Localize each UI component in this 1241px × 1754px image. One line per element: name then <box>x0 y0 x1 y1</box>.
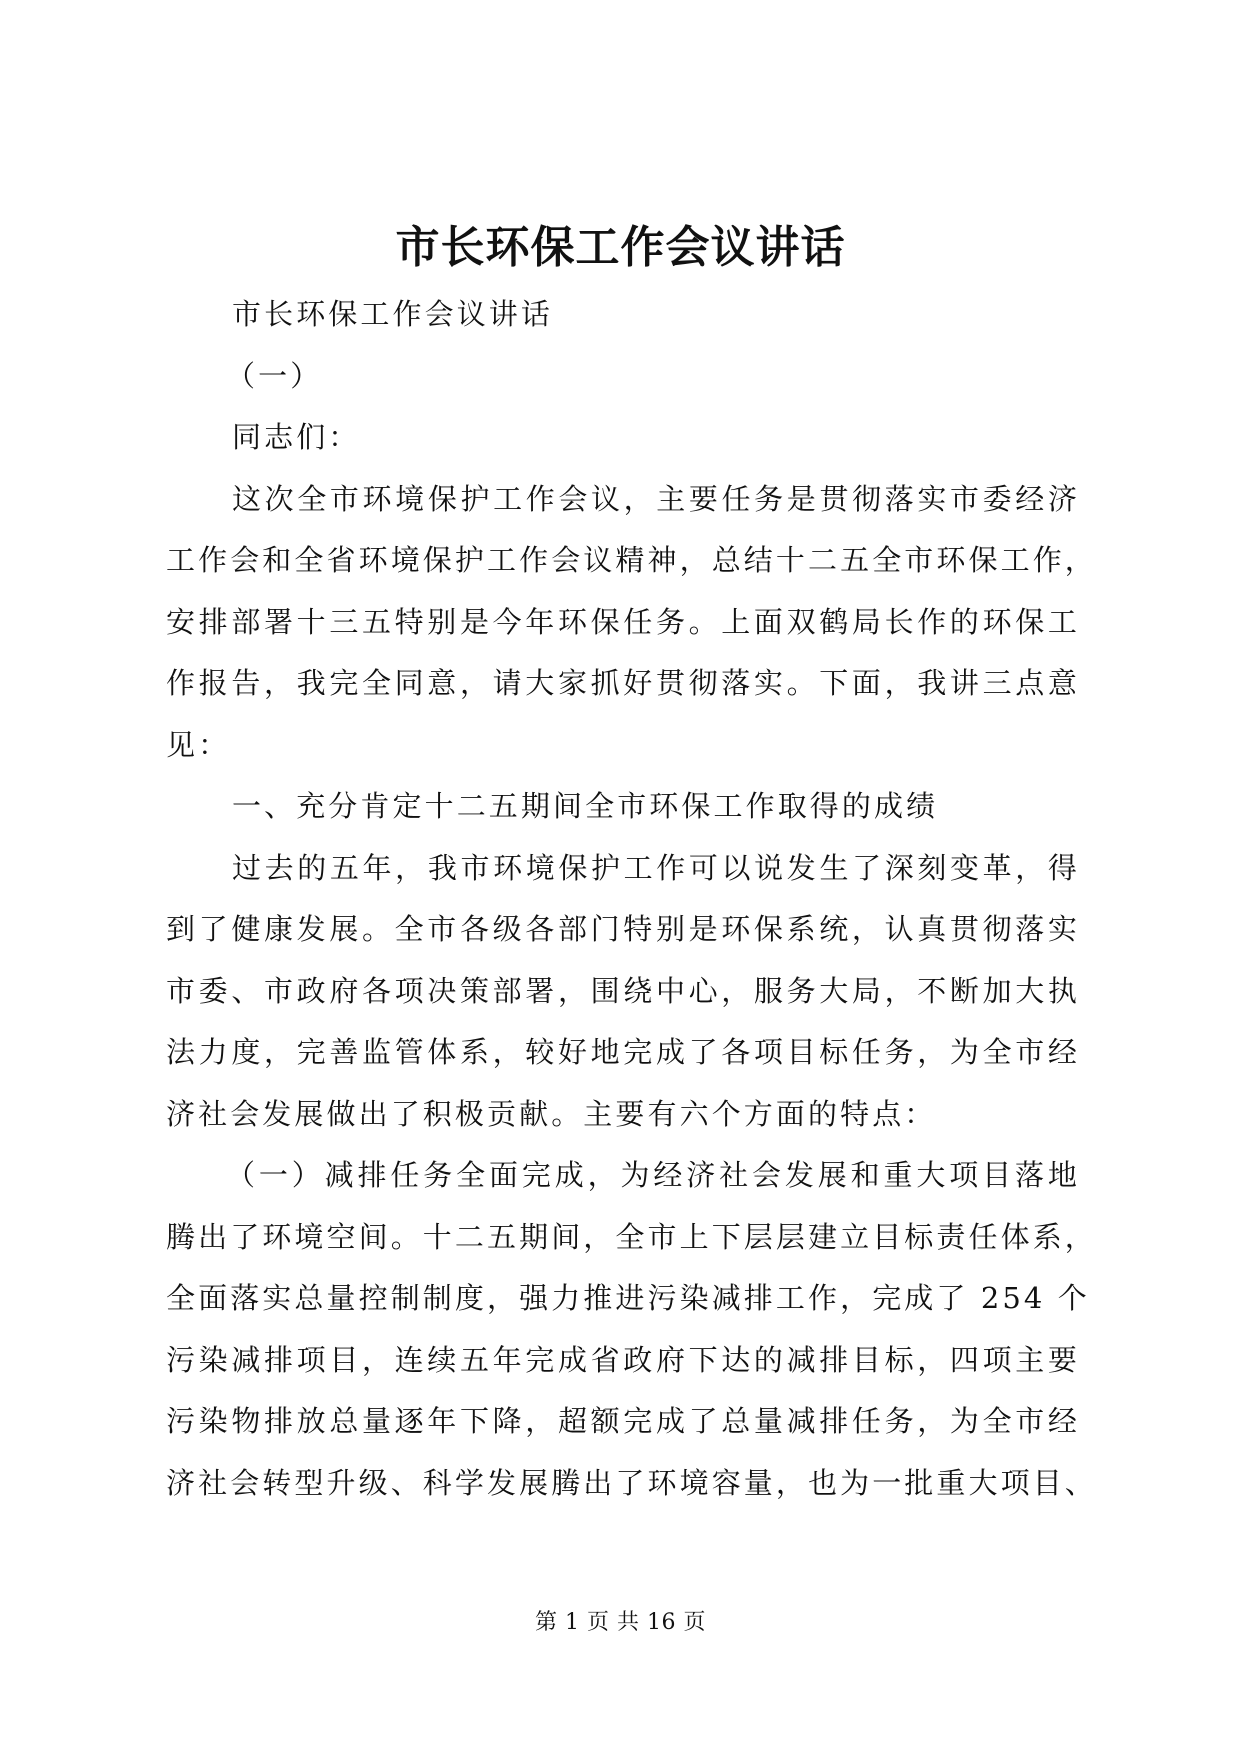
page-number-footer: 第 1 页 共 16 页 <box>535 1610 706 1635</box>
body-line: 见： <box>166 727 231 762</box>
body-line: 过去的五年，我市环境保护工作可以说发生了深刻变革，得 <box>232 850 1080 885</box>
body-line: 污染物排放总量逐年下降，超额完成了总量减排任务，为全市经 <box>166 1404 1080 1438</box>
body-line: （一）减排任务全面完成，为经济社会发展和重大项目落地 <box>226 1158 1080 1192</box>
body-line: 安排部署十三五特别是今年环保任务。上面双鹤局长作的环保工 <box>166 604 1080 639</box>
body-line: 济社会发展做出了积极贡献。主要有六个方面的特点： <box>166 1096 937 1131</box>
body-line: 同志们： <box>232 420 361 454</box>
body-line: 腾出了环境空间。十二五期间，全市上下层层建立目标责任体系， <box>166 1219 1097 1254</box>
body-line: 作报告，我完全同意，请大家抓好贯彻落实。下面，我讲三点意 <box>166 666 1080 700</box>
body-line: 到了健康发展。全市各级各部门特别是环保系统，认真贯彻落实 <box>166 912 1080 946</box>
body-line: 法力度，完善监管体系，较好地完成了各项目标任务，为全市经 <box>166 1035 1080 1069</box>
body-line: 工作会和全省环境保护工作会议精神，总结十二五全市环保工作， <box>166 543 1097 577</box>
section-heading: 一、充分肯定十二五期间全市环保工作取得的成绩 <box>232 789 939 823</box>
body-line: 济社会转型升级、科学发展腾出了环境容量，也为一批重大项目、 <box>166 1465 1097 1500</box>
document-title: 市长环保工作会议讲话 <box>395 222 846 273</box>
body-line: 这次全市环境保护工作会议，主要任务是贯彻落实市委经济 <box>232 481 1080 516</box>
document-body <box>166 284 1097 1514</box>
body-line: （一） <box>226 358 323 393</box>
body-line: 市委、市政府各项决策部署，围绕中心，服务大局，不断加大执 <box>166 973 1080 1008</box>
body-line: 全面落实总量控制制度，强力推进污染减排工作，完成了 254 个 <box>166 1281 1090 1315</box>
body-line: 污染减排项目，连续五年完成省政府下达的减排目标，四项主要 <box>166 1342 1080 1377</box>
body-line: 市长环保工作会议讲话 <box>232 297 554 331</box>
